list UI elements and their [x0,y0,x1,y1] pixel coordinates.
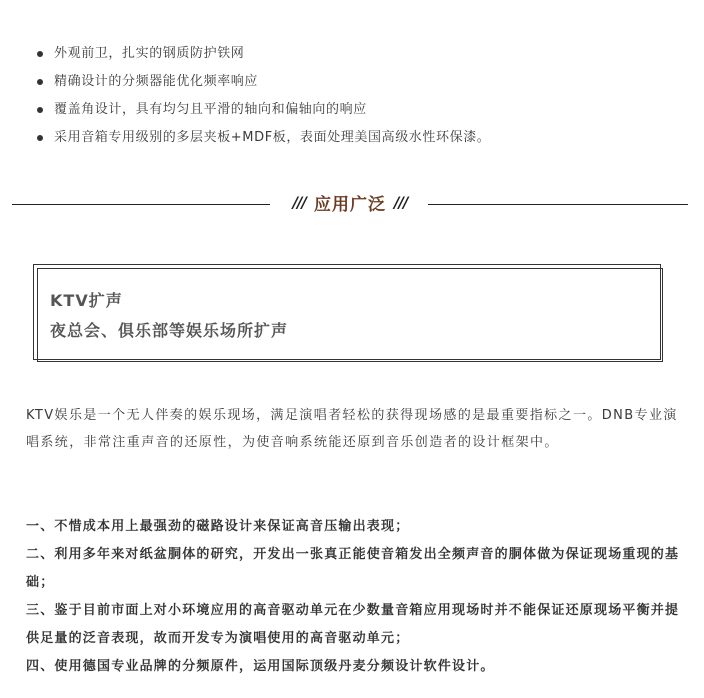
slash-decoration-left: /// [292,193,306,212]
section-title-wrap [276,190,424,220]
point-item: 三、鉴于目前市面上对小环境应用的高音驱动单元在少数量音箱应用现场时并不能保证还原现场平衡并提供足量的泛音表现，故而开发专为演唱使用的高音驱动单元； [26,603,680,646]
slash-decoration-right: /// [394,193,408,212]
feature-item [34,124,490,152]
bullet-dot-icon [37,51,43,57]
feature-item [34,68,490,96]
feature-item [34,96,490,124]
feature-text: 精确设计的分频器能优化频率响应 [54,74,259,89]
intro-paragraph [26,402,686,456]
feature-text: 外观前卫，扎实的钢质防护铁网 [54,46,245,61]
section-title: 应用广泛 [314,195,386,215]
bullet-dot-icon [37,79,43,85]
point-item: 二、利用多年来对纸盆胴体的研究，开发出一张真正能使音箱发出全频声音的胴体做为保证现场重现的基础； [26,547,680,590]
feature-text: 采用音箱专用级别的多层夹板+MDF板，表面处理美国高级水性环保漆。 [54,130,491,145]
divider-line-right [428,204,688,205]
application-title: KTV扩声 [50,291,123,310]
bullet-dot-icon [37,107,43,113]
feature-item [34,40,490,68]
feature-list [34,40,490,152]
application-box-text [50,286,288,346]
section-header [0,190,704,220]
point-item: 四、使用德国专业品牌的分频原件，运用国际顶级丹麦分频设计软件设计。 [26,659,495,674]
points-list [26,513,686,681]
application-subtitle: 夜总会、俱乐部等娱乐场所扩声 [50,321,289,340]
feature-text: 覆盖角设计，具有均匀且平滑的轴向和偏轴向的响应 [54,102,367,117]
divider-line-left [12,204,270,205]
point-item: 一、不惜成本用上最强劲的磁路设计来保证高音压输出表现； [26,519,410,534]
bullet-dot-icon [37,135,43,141]
intro-text: KTV娱乐是一个无人伴奏的娱乐现场，满足演唱者轻松的获得现场感的是最重要指标之一。DNB专业演唱系统，非常注重声音的还原性，为使音响系统能还原到音乐创造者的设计框架中。 [26,408,678,450]
